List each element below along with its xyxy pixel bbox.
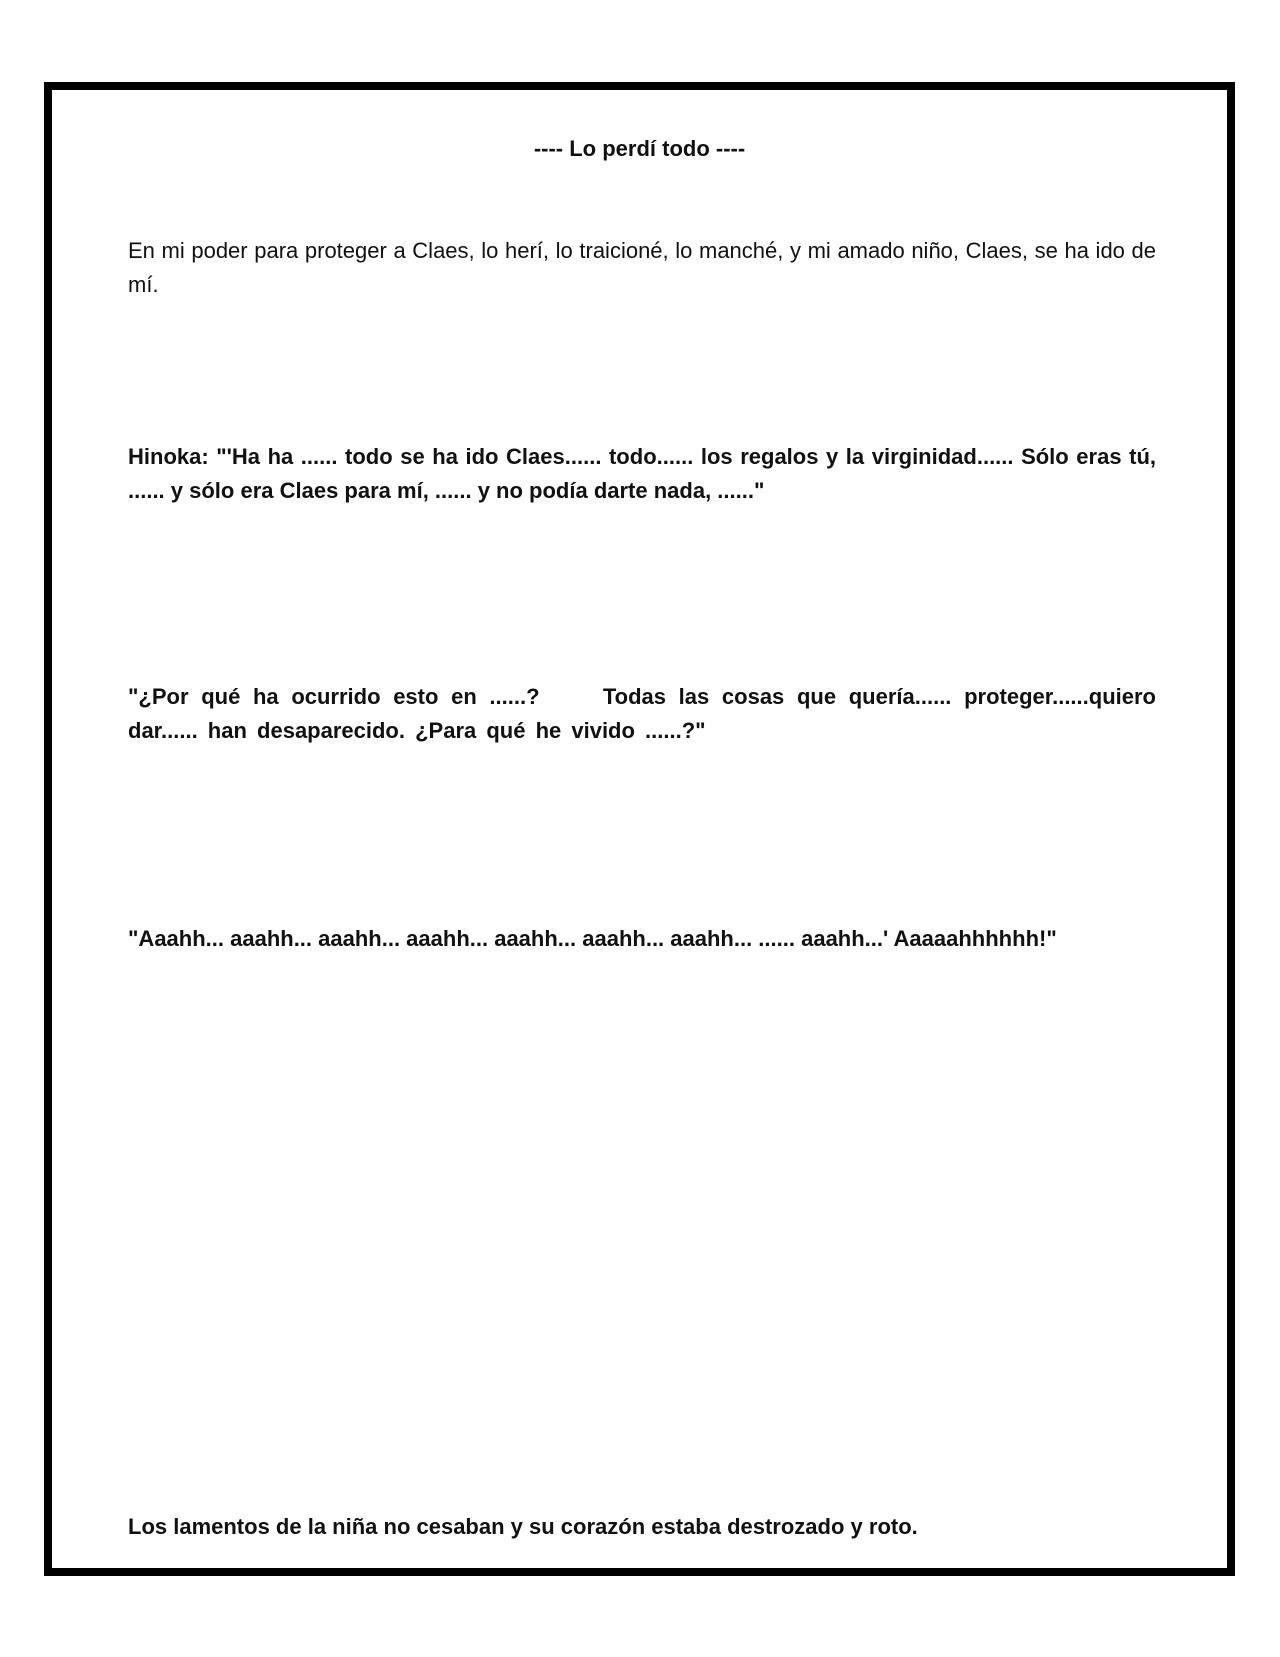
dialogue-paragraph-hinoka: Hinoka: "'Ha ha ...... todo se ha ido Claes...... todo...... los regalos y la virginidad...... Sólo eras tú, ...... y sólo era Claes para mí, ...... y no podía darte nada, ......" (128, 444, 1156, 503)
closing-paragraph: Los lamentos de la niña no cesaban y su corazón estaba destrozado y roto. (128, 1514, 918, 1539)
dialogue-paragraph-cry: "Aaahh... aaahh... aaahh... aaahh... aaahh... aaahh... aaahh... ...... aaahh...' Aaaaahhhhhh!" (128, 926, 1057, 951)
chapter-title: ---- Lo perdí todo ---- (533, 136, 746, 161)
page-frame (44, 82, 1235, 1576)
narration-paragraph: En mi poder para proteger a Claes, lo herí, lo traicioné, lo manché, y mi amado niño, Claes, se ha ido de mí. (128, 238, 1156, 297)
dialogue-paragraph-question: "¿Por qué ha ocurrido esto en ......? Todas las cosas que quería...... proteger......quiero dar...... han desaparecido. ¿Para qué he vivido ......?" (128, 684, 1167, 743)
